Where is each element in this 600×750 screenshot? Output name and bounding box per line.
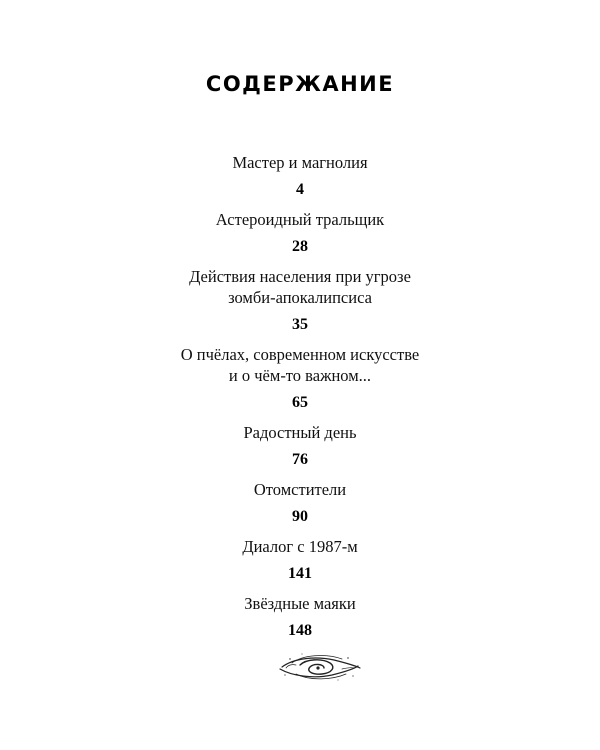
toc-entry-page: 76: [292, 451, 308, 468]
page-title: СОДЕРЖАНИЕ: [205, 72, 395, 96]
toc-entry-title: Диалог с 1987-м: [242, 537, 358, 556]
toc-entry-title: Звёздные маяки: [244, 594, 356, 613]
toc-entry-title-line: О пчёлах, современном искусстве: [180, 345, 420, 364]
toc-entry-page: 4: [296, 181, 304, 198]
table-of-contents: [0, 152, 600, 650]
toc-entry[interactable]: [0, 266, 600, 335]
toc-entry-title-line: зомби-апокалипсиса: [228, 288, 372, 307]
toc-entry[interactable]: [0, 422, 600, 470]
toc-entry-page: 28: [292, 238, 308, 255]
toc-entry-title-line: и о чём-то важном...: [228, 366, 372, 385]
toc-entry-title: Радостный день: [243, 423, 357, 442]
toc-entry[interactable]: [0, 479, 600, 527]
toc-entry[interactable]: [0, 536, 600, 584]
toc-entry[interactable]: [0, 152, 600, 200]
toc-entry-title: Мастер и магнолия: [232, 153, 368, 172]
toc-entry-title: Отомстители: [253, 480, 347, 499]
toc-entry[interactable]: [0, 344, 600, 413]
toc-entry-page: 35: [292, 316, 308, 333]
toc-entry-page: 141: [288, 565, 312, 582]
galaxy-swirl-icon: [276, 650, 362, 684]
toc-entry-title: Астероидный тральщик: [215, 210, 385, 229]
toc-entry-page: 148: [288, 622, 312, 639]
toc-entry-title-line: Действия населения при угрозе: [189, 267, 411, 286]
toc-entry-page: 90: [292, 508, 308, 525]
toc-entry[interactable]: [0, 593, 600, 641]
toc-entry[interactable]: [0, 209, 600, 257]
toc-entry-page: 65: [292, 394, 308, 411]
